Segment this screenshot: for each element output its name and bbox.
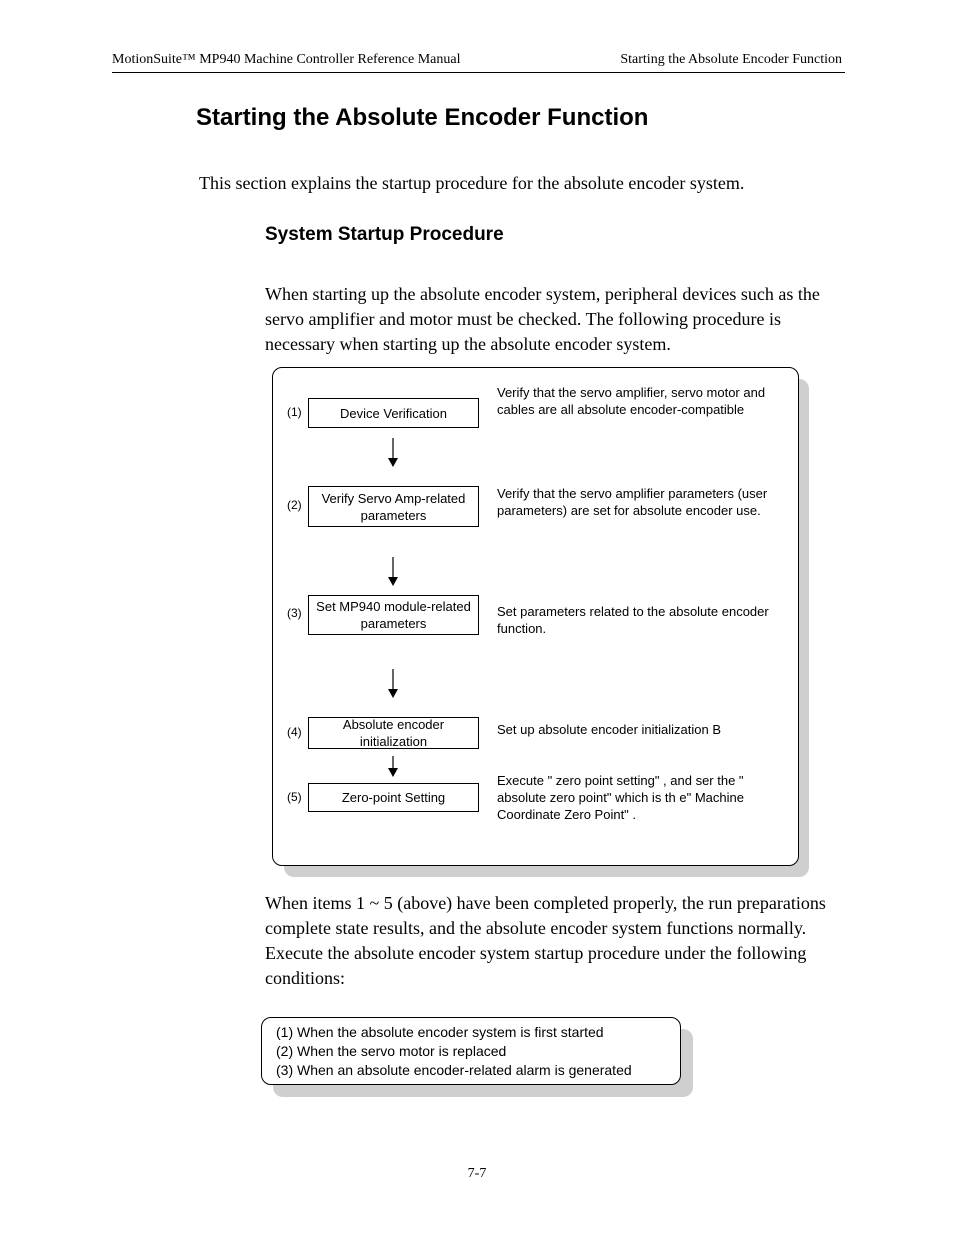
step-box-verify-servo-amp: Verify Servo Amp-related parameters (308, 486, 479, 527)
step-number: (2) (287, 498, 302, 512)
step-box-device-verification: Device Verification (308, 398, 479, 428)
condition-item: (3) When an absolute encoder-related alarm is generated (276, 1062, 632, 1078)
intro-text: This section explains the startup procedure for the absolute encoder system. (199, 173, 745, 193)
step-description: Set parameters related to the absolute encoder function. (497, 604, 769, 636)
step-box-zero-point-setting: Zero-point Setting (308, 783, 479, 812)
step-number: (3) (287, 606, 302, 620)
step-box-encoder-initialization: Absolute encoder initialization (308, 717, 479, 749)
conditions-list (276, 1023, 632, 1080)
page-number: 7-7 (467, 1166, 487, 1181)
body-paragraph-1: When starting up the absolute encoder system, peripheral devices such as the servo amplifier and motor must be checked. The following procedure is necessary when starting up the absolute encoder system. (265, 284, 820, 354)
condition-item: (1) When the absolute encoder system is first started (276, 1024, 604, 1040)
step-description: Verify that the servo amplifier parameters (user parameters) are set for absolute encoder use. (497, 486, 768, 518)
section-subtitle: System Startup Procedure (265, 224, 504, 245)
step-number: (1) (287, 405, 302, 419)
step-description: Set up absolute encoder initialization B (497, 722, 722, 737)
running-header-title: MotionSuite™ MP940 Machine Controller Reference Manual (112, 52, 461, 67)
arrow-down-icon (384, 669, 402, 699)
arrow-down-icon (384, 557, 402, 587)
running-header-section: Starting the Absolute Encoder Function (620, 52, 842, 67)
step-description: Verify that the servo amplifier, servo motor and cables are all absolute encoder-compatible (497, 385, 766, 417)
arrow-down-icon (384, 438, 402, 468)
condition-item: (2) When the servo motor is replaced (276, 1043, 507, 1059)
arrow-down-icon (384, 756, 402, 778)
page-title: Starting the Absolute Encoder Function (196, 104, 649, 131)
body-paragraph-2: When items 1 ~ 5 (above) have been completed properly, the run preparations complete state results, and the absolute encoder system functions normally. Execute the absolute encoder system startup procedure under the following conditions: (265, 893, 826, 988)
step-box-set-mp940-params: Set MP940 module-related parameters (308, 595, 479, 635)
header-divider (112, 72, 845, 73)
step-number: (5) (287, 790, 302, 804)
step-description: Execute " zero point setting" , and ser the " absolute zero point" which is th e" Machine Coordinate Zero Point" . (497, 773, 744, 822)
step-number: (4) (287, 725, 302, 739)
